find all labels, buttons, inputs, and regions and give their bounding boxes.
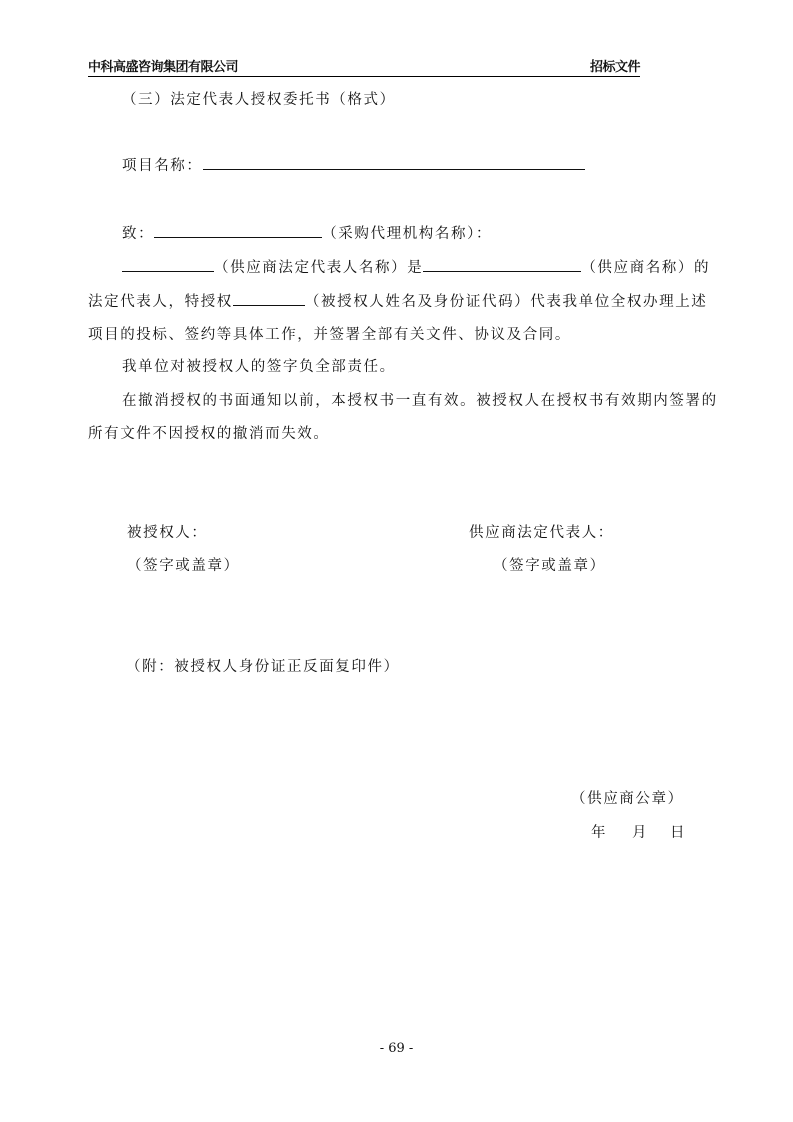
header-company: 中科高盛咨询集团有限公司 [88,60,239,75]
header-doc-type: 招标文件 [589,60,640,75]
responsibility-paragraph: 我单位对被授权人的签字负全部责任。 [122,359,396,375]
validity-line-2: 所有文件不因授权的撤消而失效。 [88,426,330,442]
section-title: （三）法定代表人授权委托书（格式） [122,92,396,108]
legal-rep-sign-note: （签字或盖章） [493,558,606,574]
authorized-person-sign-note: （签字或盖章） [127,558,240,574]
addressee-row [122,222,492,243]
page-number: - 69 - [379,1041,414,1056]
legal-rep-name-blank[interactable] [122,257,214,272]
project-name-row [122,154,585,175]
legal-rep-sign-label: 供应商法定代表人： [469,525,614,541]
supplier-name-blank[interactable] [423,257,581,272]
authorized-person-blank[interactable] [233,291,305,306]
agency-hint: （采购代理机构名称）： [322,226,493,242]
page-header [88,56,640,77]
legal-rep-hint: （供应商法定代表人名称）是 [214,260,424,276]
validity-line-1: 在撤消授权的书面通知以前，本授权书一直有效。被授权人在授权书有效期内签署的 [122,393,718,409]
project-name-label: 项目名称： [122,158,203,174]
scope-line: 项目的投标、签约等具体工作，并签署全部有关文件、协议及合同。 [88,327,571,343]
supplier-name-hint: （供应商名称）的 [581,260,711,276]
authorized-person-label: 被授权人： [127,525,208,541]
date-day: 日 [670,825,687,841]
authorization-row [88,290,707,311]
date-month: 月 [632,825,649,841]
project-name-blank[interactable] [203,155,585,170]
to-label: 致： [122,226,155,242]
line3-prefix: 法定代表人，特授权 [88,294,233,310]
agency-name-blank[interactable] [154,223,322,238]
attachment-note: （附：被授权人身份证正反面复印件） [126,659,400,675]
supplier-seal-label: （供应商公章） [571,791,684,807]
date-year: 年 [591,825,608,841]
line3-suffix: （被授权人姓名及身份证代码）代表我单位全权办理上述 [304,294,708,310]
legal-rep-row [122,256,710,277]
